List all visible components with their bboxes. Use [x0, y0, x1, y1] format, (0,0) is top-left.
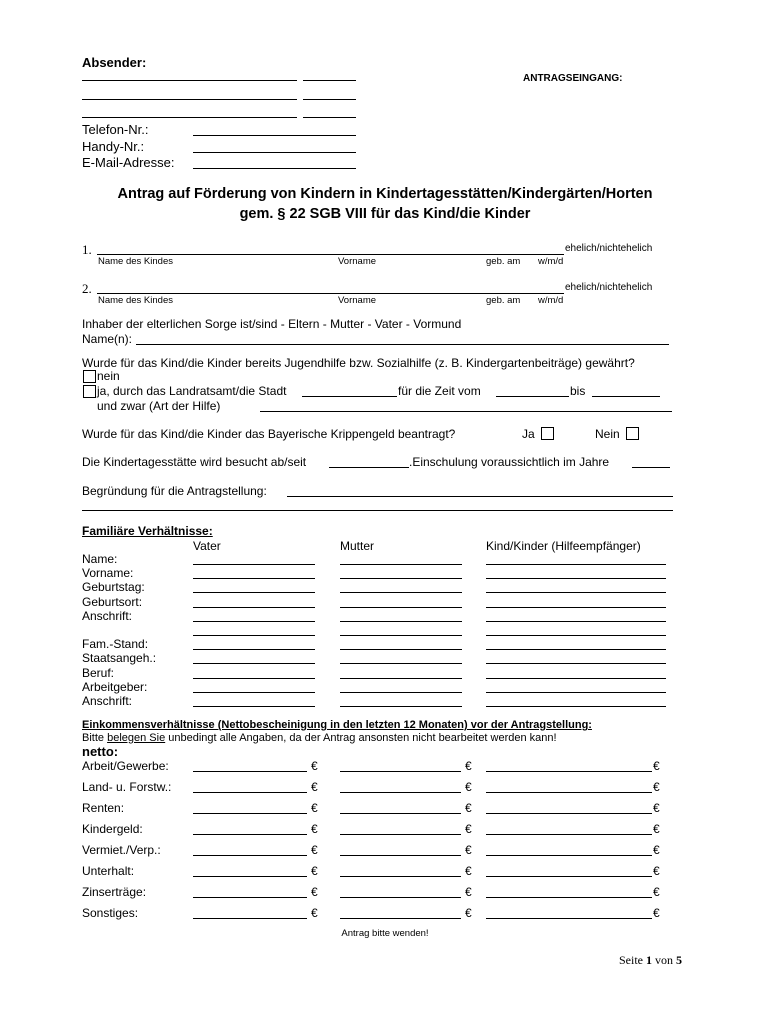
euro-sign: € — [311, 885, 318, 899]
title-line-2: gem. § 22 SGB VIII für das Kind/die Kinder — [239, 206, 531, 222]
email-field[interactable] — [193, 168, 356, 169]
income-field-1[interactable] — [193, 813, 307, 814]
child-born-label: geb. am — [486, 256, 521, 267]
welfare-yes-label: ja, durch das Landratsamt/die Stadt — [97, 384, 287, 398]
income-heading: Einkommensverhältnisse (Nettobescheinigung in den letzten 12 Monaten) vor der Antragstellung: — [82, 719, 592, 731]
crib-yes-label: Ja — [522, 427, 535, 441]
welfare-from-field[interactable] — [496, 396, 569, 397]
children-field[interactable] — [486, 649, 666, 650]
euro-sign: € — [465, 822, 472, 836]
euro-sign: € — [653, 822, 660, 836]
mother-field[interactable] — [340, 564, 462, 565]
income-field-3[interactable] — [486, 813, 652, 814]
euro-sign: € — [653, 864, 660, 878]
children-field[interactable] — [486, 663, 666, 664]
child-name-label: Name des Kindes — [98, 256, 173, 267]
sender-line-2b[interactable] — [303, 99, 356, 100]
euro-sign: € — [465, 864, 472, 878]
children-field[interactable] — [486, 578, 666, 579]
mobile-label: Handy-Nr.: — [82, 139, 145, 154]
father-field[interactable] — [193, 706, 315, 707]
income-note-pre: Bitte — [82, 732, 108, 744]
welfare-no-checkbox[interactable] — [83, 370, 96, 383]
welfare-yes-checkbox[interactable] — [83, 385, 96, 398]
mobile-field[interactable] — [193, 152, 356, 153]
family-row-label: Arbeitgeber: — [82, 679, 148, 694]
father-field[interactable] — [193, 678, 315, 679]
income-field-1[interactable] — [193, 771, 307, 772]
income-field-2[interactable] — [340, 792, 461, 793]
income-field-2[interactable] — [340, 918, 461, 919]
sender-line-1b[interactable] — [303, 80, 356, 81]
mother-field[interactable] — [340, 706, 462, 707]
family-row-label: Anschrift: — [82, 608, 133, 623]
sender-line-3b[interactable] — [303, 117, 356, 118]
children-field[interactable] — [486, 678, 666, 679]
family-row-label: Staatsangeh.: — [82, 651, 157, 666]
custody-names-field[interactable] — [136, 344, 669, 345]
income-field-2[interactable] — [340, 771, 461, 772]
family-row-label: Beruf: — [82, 665, 115, 680]
income-row-label: Sonstiges: — [82, 906, 139, 920]
father-field[interactable] — [193, 692, 315, 693]
income-field-3[interactable] — [486, 834, 652, 835]
welfare-to-label: bis — [570, 384, 586, 398]
attendance-date-field[interactable] — [329, 467, 409, 468]
page-total: 5 — [676, 953, 682, 967]
welfare-kind-field[interactable] — [260, 411, 672, 412]
euro-sign: € — [311, 780, 318, 794]
euro-sign: € — [465, 885, 472, 899]
mother-field[interactable] — [340, 607, 462, 608]
income-field-1[interactable] — [193, 897, 307, 898]
children-field[interactable] — [486, 564, 666, 565]
family-row-label: Anschrift: — [82, 694, 133, 708]
euro-sign: € — [311, 864, 318, 878]
child-first-name-label: Vorname — [338, 295, 377, 306]
phone-label: Telefon-Nr.: — [82, 122, 149, 137]
euro-sign: € — [311, 906, 318, 920]
father-field[interactable] — [193, 607, 315, 608]
euro-sign: € — [653, 843, 660, 857]
income-row-label: Unterhalt: — [82, 864, 135, 878]
custody-names-label: Name(n): — [82, 332, 133, 346]
income-field-3[interactable] — [486, 918, 652, 919]
income-row-label: Renten: — [82, 801, 125, 815]
welfare-period-label: für die Zeit vom — [398, 384, 481, 398]
father-field[interactable] — [193, 578, 315, 579]
income-field-2[interactable] — [340, 876, 461, 877]
column-children: Kind/Kinder (Hilfeempfänger) — [486, 539, 641, 553]
father-field[interactable] — [193, 649, 315, 650]
income-field-1[interactable] — [193, 876, 307, 877]
page-footer — [619, 953, 682, 968]
father-field[interactable] — [193, 621, 315, 622]
income-field-2[interactable] — [340, 813, 461, 814]
page-number: 1 — [646, 953, 652, 967]
euro-sign: € — [465, 780, 472, 794]
sender-line-3a[interactable] — [82, 117, 297, 118]
income-field-1[interactable] — [193, 834, 307, 835]
crib-no-checkbox[interactable] — [626, 427, 639, 440]
sender-line-1a[interactable] — [82, 80, 297, 81]
income-note — [82, 732, 557, 744]
title-line-1: Antrag auf Förderung von Kindern in Kindertagesstätten/Kindergärten/Horten — [117, 186, 653, 202]
income-note-post: unbedingt alle Angaben, da der Antrag ansonsten nicht bearbeitet werden kann! — [165, 732, 557, 744]
income-row-label: Kindergeld: — [82, 822, 143, 836]
child-gender-label: w/m/d — [538, 256, 564, 267]
attendance-label: Die Kindertagesstätte wird besucht ab/seit — [82, 455, 307, 469]
column-father: Vater — [193, 539, 221, 553]
sender-label: Absender: — [82, 55, 147, 70]
euro-sign: € — [311, 801, 318, 815]
child-status: ehelich/nichtehelich — [565, 282, 653, 293]
family-heading: Familiäre Verhältnisse: — [82, 524, 213, 538]
children-field[interactable] — [486, 635, 666, 636]
income-field-1[interactable] — [193, 792, 307, 793]
phone-field[interactable] — [193, 135, 356, 136]
family-row-label: Geburtsort: — [82, 594, 143, 609]
euro-sign: € — [653, 780, 660, 794]
custody-line: Inhaber der elterlichen Sorge ist/sind - Eltern - Mutter - Vater - Vormund — [82, 317, 462, 331]
children-field[interactable] — [486, 607, 666, 608]
family-row-label: Vorname: — [82, 566, 134, 581]
mother-field[interactable] — [340, 649, 462, 650]
euro-sign: € — [465, 843, 472, 857]
column-mother: Mutter — [340, 539, 375, 553]
mother-field[interactable] — [340, 592, 462, 593]
reason-field-2[interactable] — [82, 510, 673, 511]
father-field[interactable] — [193, 592, 315, 593]
income-field-2[interactable] — [340, 855, 461, 856]
child-gender-label: w/m/d — [538, 295, 564, 306]
income-row-label: Arbeit/Gewerbe: — [82, 759, 169, 773]
school-entry-field[interactable] — [632, 467, 670, 468]
mother-field[interactable] — [340, 663, 462, 664]
mother-field[interactable] — [340, 578, 462, 579]
school-entry-label: .Einschulung voraussichtlich im Jahre — [409, 455, 610, 469]
child-born-label: geb. am — [486, 295, 521, 306]
family-row-label: Name: — [82, 552, 118, 566]
of-word: von — [655, 953, 673, 967]
euro-sign: € — [465, 759, 472, 773]
mother-field[interactable] — [340, 635, 462, 636]
sender-line-2a[interactable] — [82, 99, 297, 100]
income-field-1[interactable] — [193, 918, 307, 919]
father-field[interactable] — [193, 635, 315, 636]
children-field[interactable] — [486, 621, 666, 622]
family-row-label: Geburtstag: — [82, 580, 145, 595]
income-row-label: Land- u. Forstw.: — [82, 780, 172, 794]
euro-sign: € — [653, 801, 660, 815]
income-field-3[interactable] — [486, 792, 652, 793]
children-field[interactable] — [486, 692, 666, 693]
children-field[interactable] — [486, 706, 666, 707]
crib-no-label: Nein — [595, 427, 620, 441]
family-row-label: Fam.-Stand: — [82, 637, 149, 652]
child-status: ehelich/nichtehelich — [565, 243, 653, 254]
crib-yes-checkbox[interactable] — [541, 427, 554, 440]
reason-label: Begründung für die Antragstellung: — [82, 484, 267, 498]
welfare-to-field[interactable] — [592, 396, 660, 397]
child-number: 1. — [82, 242, 92, 257]
euro-sign: € — [653, 906, 660, 920]
euro-sign: € — [465, 801, 472, 815]
income-field-3[interactable] — [486, 876, 652, 877]
euro-sign: € — [311, 843, 318, 857]
receipt-label: ANTRAGSEINGANG: — [523, 73, 623, 84]
welfare-authority-field[interactable] — [302, 396, 397, 397]
euro-sign: € — [653, 759, 660, 773]
child-first-name-label: Vorname — [338, 256, 377, 267]
income-row-label: Vermiet./Verp.: — [82, 843, 161, 857]
reason-field-1[interactable] — [287, 496, 673, 497]
child-name-label: Name des Kindes — [98, 295, 173, 306]
child-field[interactable] — [97, 254, 564, 255]
income-row-label: Zinserträge: — [82, 885, 147, 899]
income-field-3[interactable] — [486, 771, 652, 772]
welfare-no-label: nein — [97, 369, 120, 383]
crib-question: Wurde für das Kind/die Kinder das Bayerische Krippengeld beantragt? — [82, 427, 456, 441]
income-field-3[interactable] — [486, 897, 652, 898]
euro-sign: € — [653, 885, 660, 899]
child-number: 2. — [82, 281, 92, 296]
mother-field[interactable] — [340, 678, 462, 679]
welfare-kind-label: und zwar (Art der Hilfe) — [97, 399, 221, 413]
income-field-2[interactable] — [340, 834, 461, 835]
email-label: E-Mail-Adresse: — [82, 155, 175, 170]
turn-over-note: Antrag bitte wenden! — [341, 928, 429, 939]
welfare-question: Wurde für das Kind/die Kinder bereits Jugendhilfe bzw. Sozialhilfe (z. B. Kindergartenbeiträge) gewährt? — [82, 356, 635, 370]
children-field[interactable] — [486, 592, 666, 593]
income-field-2[interactable] — [340, 897, 461, 898]
father-field[interactable] — [193, 663, 315, 664]
mother-field[interactable] — [340, 621, 462, 622]
income-field-1[interactable] — [193, 855, 307, 856]
euro-sign: € — [311, 759, 318, 773]
netto-label: netto: — [82, 744, 119, 759]
child-field[interactable] — [97, 293, 564, 294]
father-field[interactable] — [193, 564, 315, 565]
mother-field[interactable] — [340, 692, 462, 693]
income-note-underlined: belegen Sie — [107, 732, 166, 744]
page-word: Seite — [619, 953, 643, 967]
income-field-3[interactable] — [486, 855, 652, 856]
euro-sign: € — [311, 822, 318, 836]
euro-sign: € — [465, 906, 472, 920]
